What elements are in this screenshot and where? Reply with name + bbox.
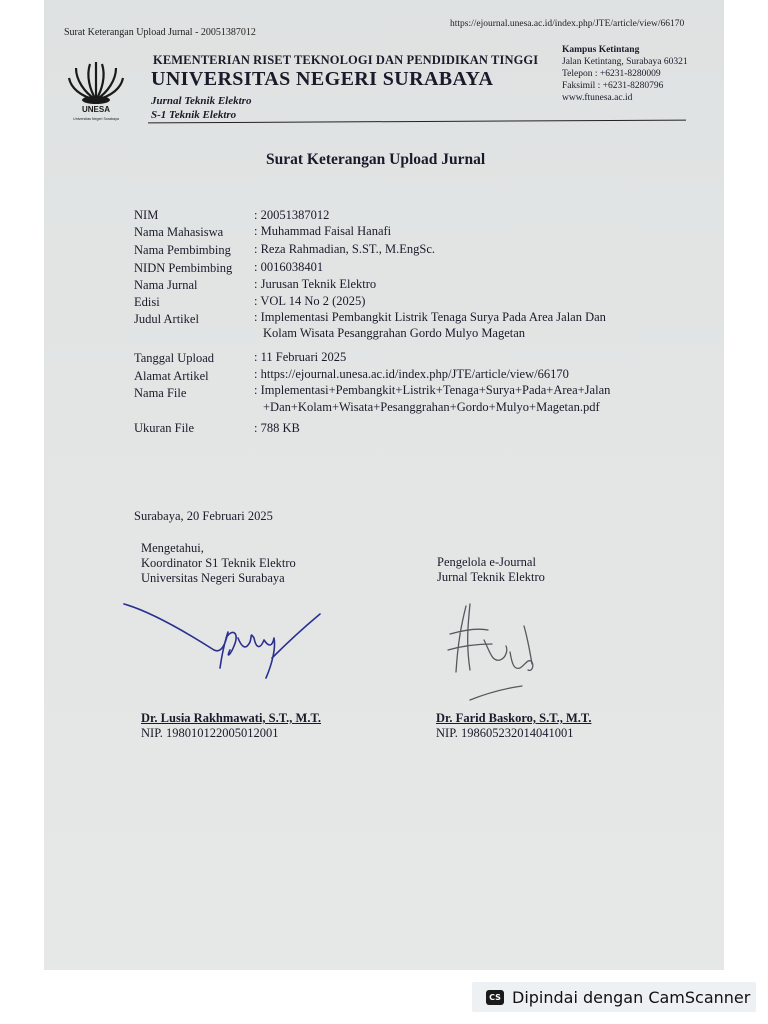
value-tanggal-upload: : 11 Februari 2025 [254,350,347,364]
campus-info [562,44,688,104]
camscanner-badge [472,982,756,1012]
label-tanggal-upload: Tanggal Upload [134,351,215,365]
left-signatory-name: Dr. Lusia Rakhmawati, S.T., M.T. [141,711,322,725]
label-ukuran-file: Ukuran File [134,421,195,435]
left-signature [122,598,332,690]
value-judul-artikel-line2: Kolam Wisata Pesanggrahan Gordo Mulyo Magetan [263,326,526,340]
right-sign-line1: Pengelola e-Journal [437,555,536,569]
label-judul-artikel: Judul Artikel [134,312,199,326]
label-nama-mahasiswa: Nama Mahasiswa [134,225,224,239]
label-nama-pembimbing: Nama Pembimbing [134,243,231,257]
label-nama-file: Nama File [134,386,187,400]
campus-phone: Telepon : +6231-8280009 [562,69,661,79]
label-nidn-pembimbing: NIDN Pembimbing [134,261,233,275]
value-nidn-pembimbing: : 0016038401 [254,260,324,274]
campus-address: Jalan Ketintang, Surabaya 60321 [562,57,688,67]
value-judul-artikel-line1: : Implementasi Pembangkit Listrik Tenaga Surya Pada Area Jalan Dan [254,310,606,324]
value-edisi: : VOL 14 No 2 (2025) [254,294,366,308]
label-nama-jurnal: Nama Jurnal [134,278,198,292]
value-ukuran-file: : 788 KB [254,421,300,435]
value-nama-jurnal: : Jurusan Teknik Elektro [254,277,377,291]
running-header-url: https://ejournal.unesa.ac.id/index.php/JTE/article/view/66170 [450,19,685,29]
campus-fax: Faksimil : +6231-8280796 [562,81,664,91]
left-sign-line1: Mengetahui, [141,541,204,555]
right-sign-line2: Jurnal Teknik Elektro [437,570,545,584]
place-date: Surabaya, 20 Februari 2025 [134,509,273,523]
value-alamat-artikel: : https://ejournal.unesa.ac.id/index.php/JTE/article/view/66170 [254,367,569,381]
unesa-logo-icon [66,56,126,122]
value-nama-pembimbing: : Reza Rahmadian, S.ST., M.EngSc. [254,242,435,256]
left-sign-line2: Koordinator S1 Teknik Elektro [141,556,296,570]
scanned-document [44,0,724,970]
value-nama-file-line1: : Implementasi+Pembangkit+Listrik+Tenaga+Surya+Pada+Area+Jalan [254,383,611,397]
camscanner-logo-icon: CS [486,990,504,1005]
document-title: Surat Keterangan Upload Jurnal [266,151,486,168]
value-nim: : 20051387012 [254,208,330,222]
logo-subtext: Universitas Negeri Surabaya [73,117,119,121]
left-sign-line3: Universitas Negeri Surabaya [141,571,285,585]
journal-name: Jurnal Teknik Elektro [151,95,252,107]
ministry-name: KEMENTERIAN RISET TEKNOLOGI DAN PENDIDIKAN TINGGI [153,53,539,67]
left-signatory-nip: NIP. 198010122005012001 [141,726,279,740]
campus-web: www.ftunesa.ac.id [562,93,633,103]
program-name: S-1 Teknik Elektro [151,109,237,121]
university-name: UNIVERSITAS NEGERI SURABAYA [151,68,494,90]
right-signatory-nip: NIP. 198605232014041001 [436,726,574,740]
logo-text: UNESA [81,105,111,114]
right-signature [440,600,550,704]
label-alamat-artikel: Alamat Artikel [134,369,209,383]
right-signatory-name: Dr. Farid Baskoro, S.T., M.T. [436,711,592,725]
value-nama-file-line2: +Dan+Kolam+Wisata+Pesanggrahan+Gordo+Mulyo+Magetan.pdf [263,400,600,414]
camscanner-text: Dipindai dengan CamScanner [512,987,751,1007]
value-nama-mahasiswa: : Muhammad Faisal Hanafi [254,224,392,238]
campus-name: Kampus Ketintang [562,45,640,55]
label-nim: NIM [134,208,159,222]
running-header-left: Surat Keterangan Upload Jurnal - 20051387012 [64,27,256,38]
label-edisi: Edisi [134,295,160,309]
